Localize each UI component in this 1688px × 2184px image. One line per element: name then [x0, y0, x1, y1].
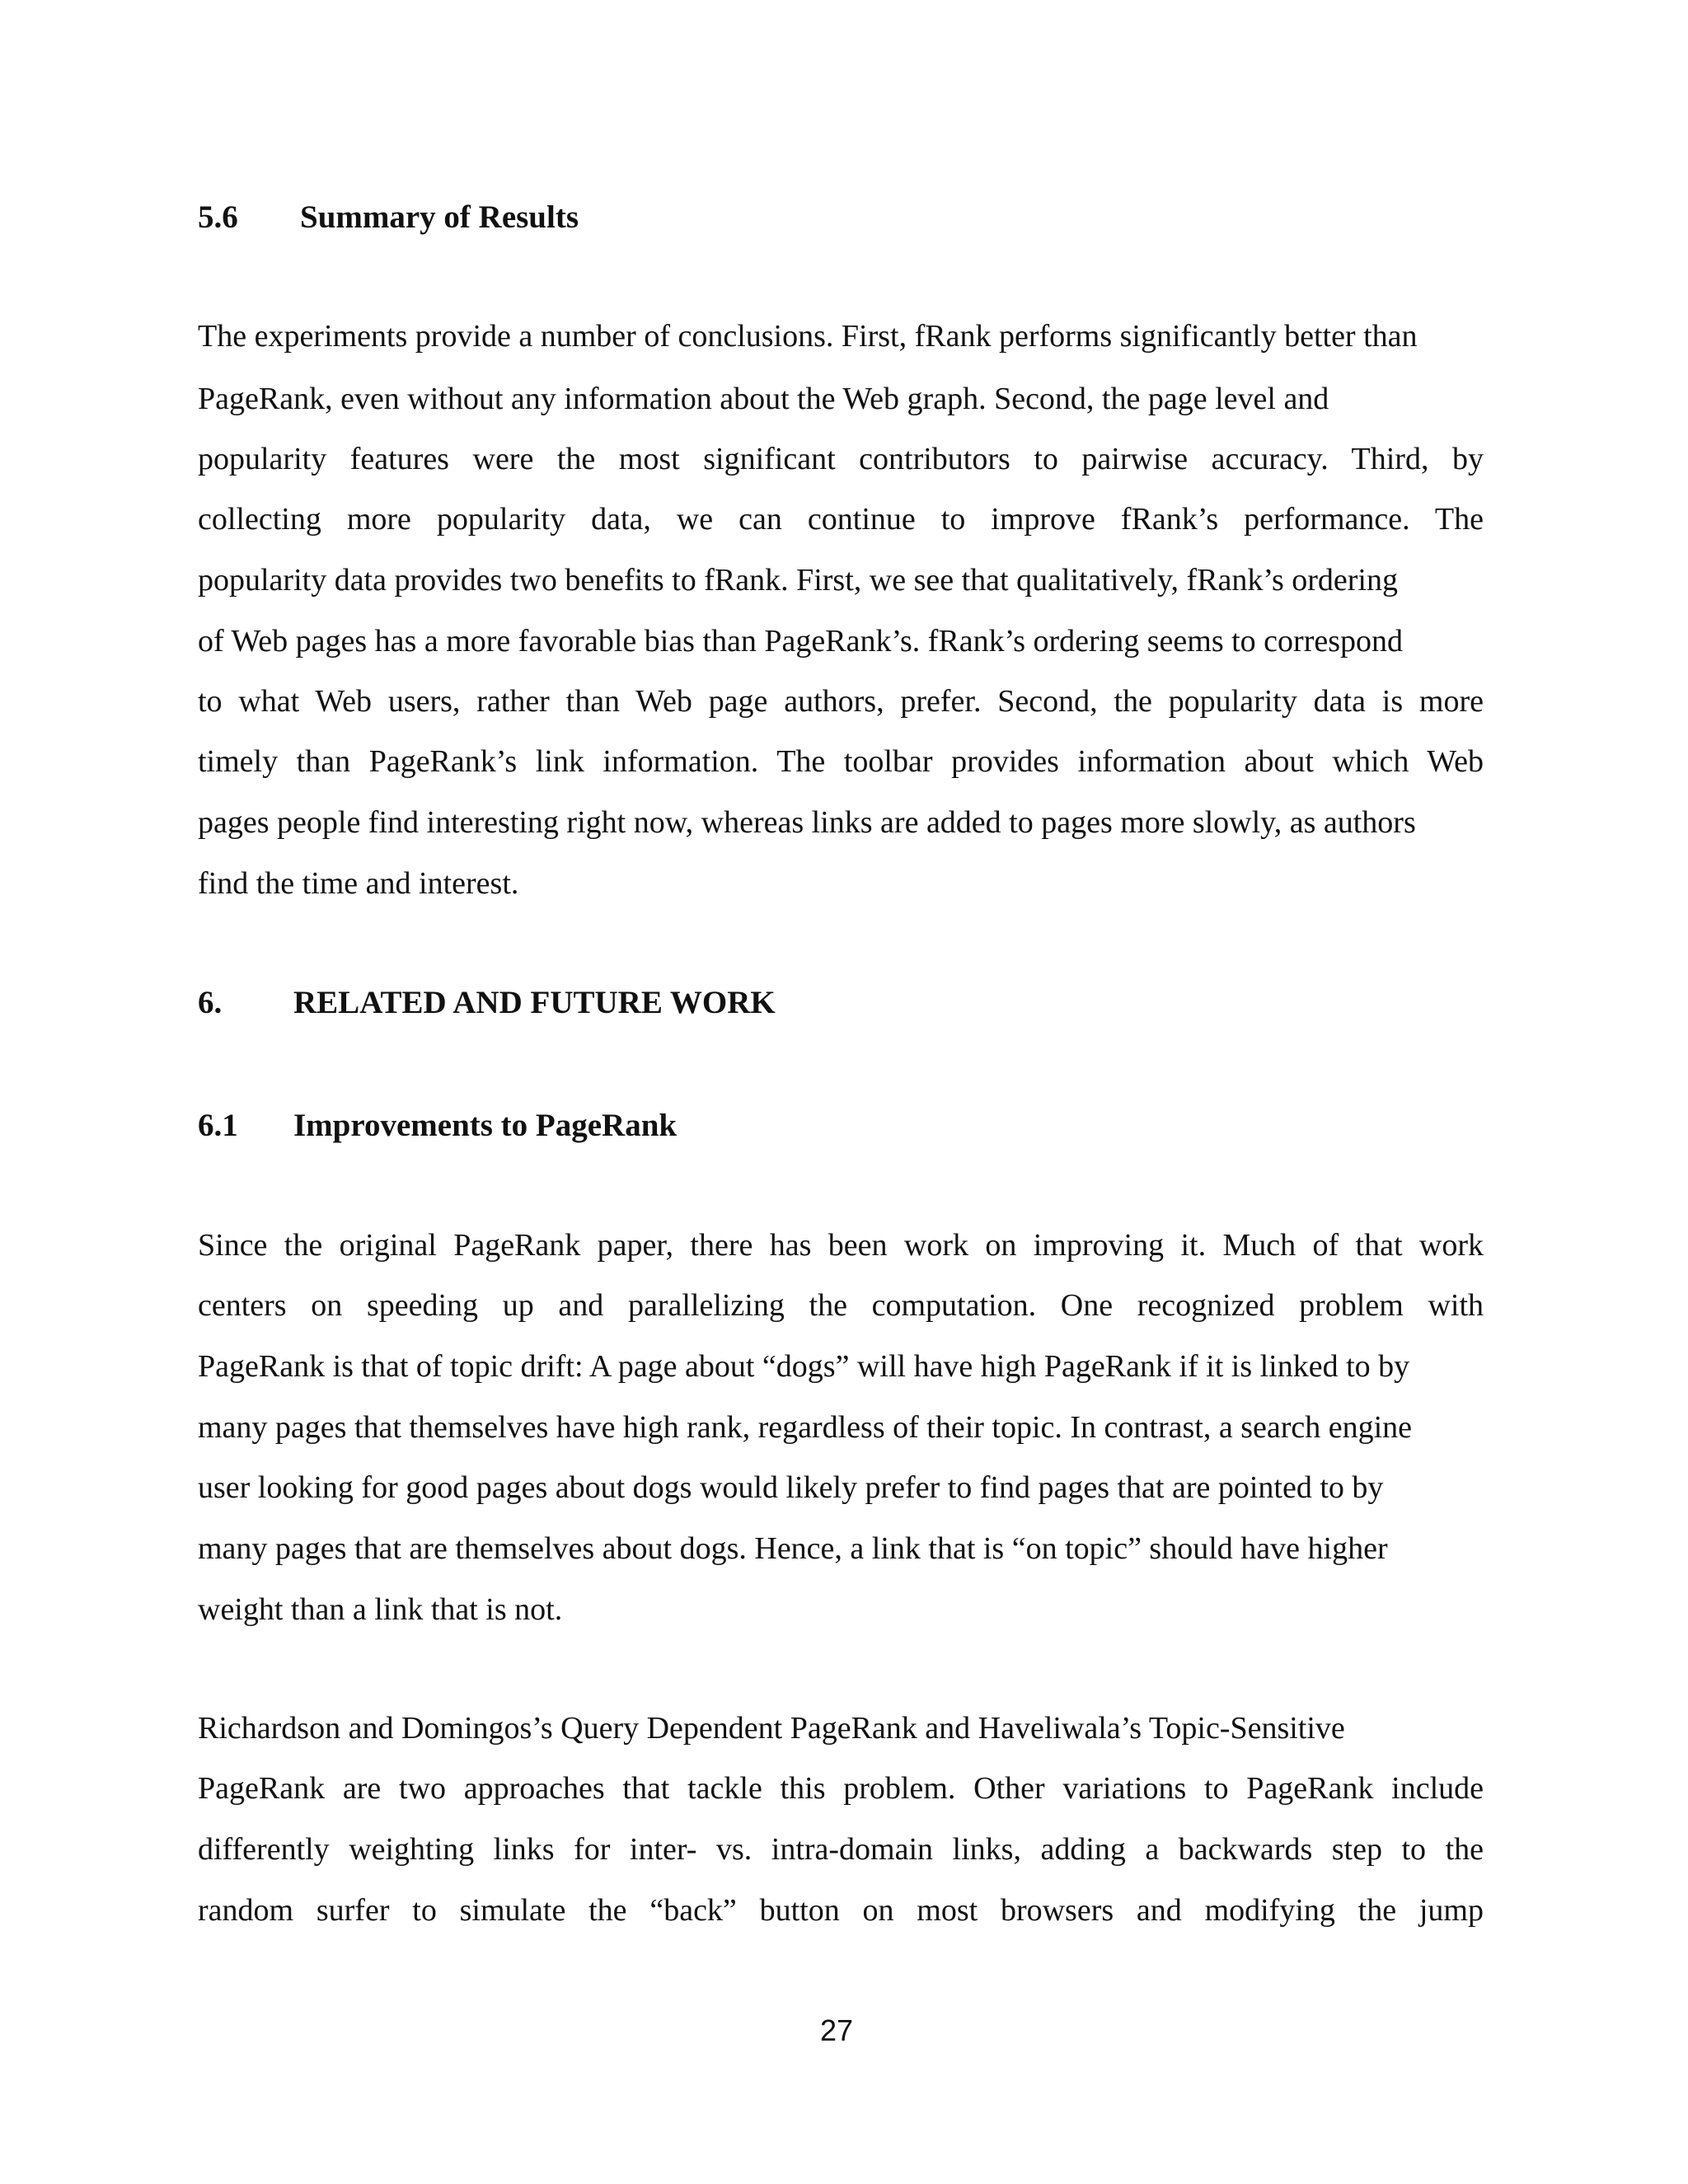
paragraph-line: Since the original PageRank paper, there has been work on improving it. Much of that work	[198, 1228, 1484, 1263]
paragraph-line: centers on speeding up and parallelizing the computation. One recognized problem with	[198, 1288, 1484, 1323]
paragraph-line: The experiments provide a number of conclusions. First, fRank performs significantly better than	[198, 319, 1418, 354]
paragraph-line: PageRank, even without any information about the Web graph. Second, the page level and	[198, 382, 1329, 416]
paragraph-line: differently weighting links for inter- vs. intra-domain links, adding a backwards step to the	[198, 1832, 1484, 1867]
paragraph-line: popularity data provides two benefits to fRank. First, we see that qualitatively, fRank’s ordering	[198, 563, 1398, 598]
section-title: Summary of Results	[300, 199, 579, 235]
paragraph-line: timely than PageRank’s link information. The toolbar provides information about which Web	[198, 744, 1484, 779]
section-number: 6.1	[198, 1108, 238, 1143]
paragraph-line: random surfer to simulate the “back” button on most browsers and modifying the jump	[198, 1893, 1484, 1928]
paragraph-line: PageRank is that of topic drift: A page about “dogs” will have high PageRank if it is linked to by	[198, 1349, 1410, 1384]
paragraph-line: to what Web users, rather than Web page authors, prefer. Second, the popularity data is more	[198, 684, 1484, 719]
paragraph-line: of Web pages has a more favorable bias than PageRank’s. fRank’s ordering seems to correspond	[198, 624, 1403, 658]
paragraph-line: pages people find interesting right now, whereas links are added to pages more slowly, as authors	[198, 805, 1416, 840]
section-title: RELATED AND FUTURE WORK	[293, 985, 776, 1020]
section-heading-6-1	[198, 1106, 677, 1146]
paragraph-line: collecting more popularity data, we can continue to improve fRank’s performance. The	[198, 502, 1484, 537]
section-heading-5-6	[198, 198, 579, 237]
paragraph-line: popularity features were the most significant contributors to pairwise accuracy. Third, by	[198, 442, 1484, 476]
section-heading-6	[198, 983, 776, 1023]
section-number: 5.6	[198, 199, 238, 235]
paragraph-line: weight than a link that is not.	[198, 1592, 563, 1627]
paragraph-line: user looking for good pages about dogs would likely prefer to find pages that are pointed to by	[198, 1470, 1384, 1505]
paragraph-line: many pages that themselves have high rank, regardless of their topic. In contrast, a search engine	[198, 1410, 1413, 1445]
section-number: 6.	[198, 985, 223, 1020]
paragraph-line: many pages that are themselves about dogs. Hence, a link that is “on topic” should have higher	[198, 1531, 1388, 1566]
section-title: Improvements to PageRank	[293, 1108, 678, 1143]
paragraph-line: find the time and interest.	[198, 866, 519, 901]
paragraph-line: PageRank are two approaches that tackle this problem. Other variations to PageRank include	[198, 1771, 1484, 1806]
page-number: 27	[819, 2013, 854, 2047]
paragraph-line: Richardson and Domingos’s Query Dependent PageRank and Haveliwala’s Topic-Sensitive	[198, 1711, 1345, 1746]
